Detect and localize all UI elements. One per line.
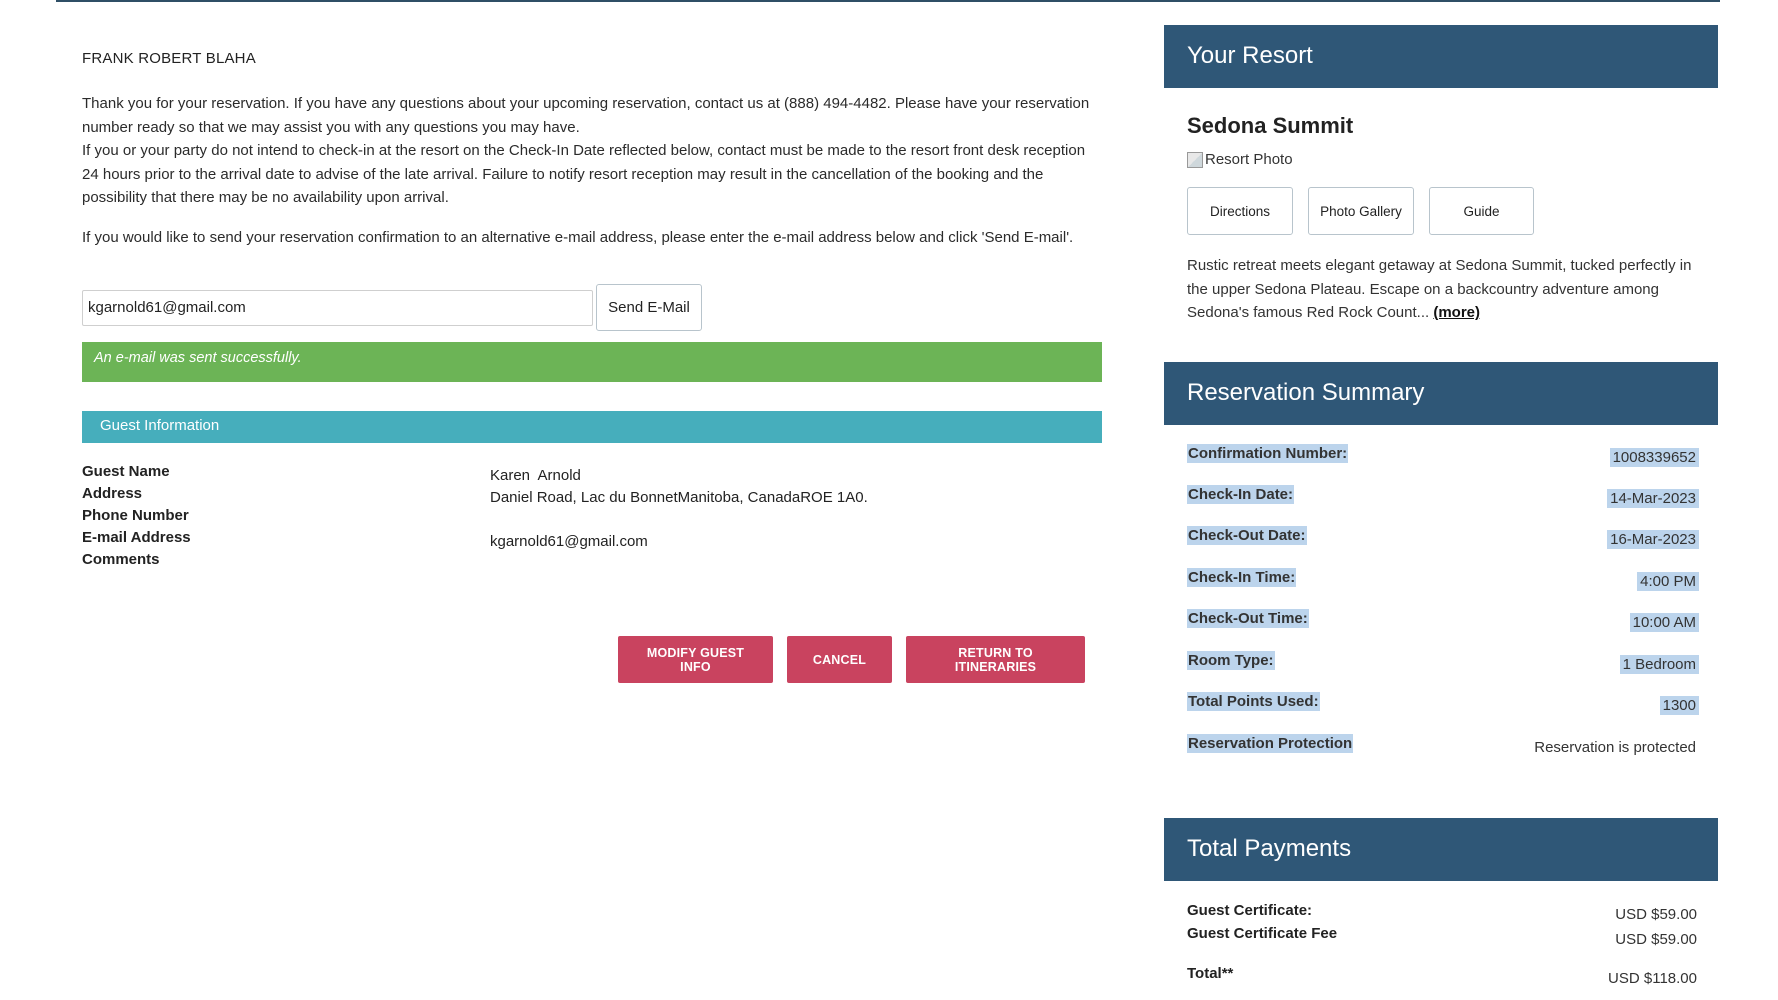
success-message: An e-mail was sent successfully. [82,342,1102,382]
photo-gallery-button[interactable]: Photo Gallery [1308,187,1414,235]
intro-text-2: If you or your party do not intend to check-in at the resort on the Check-In Date reflected below, contact must be made to the resort front desk reception 24 hours prior to the arrival date to advise of the late arrival. Failure to notify resort reception may result in the cancellation of the booking and the possibility that there may be no availability upon arrival. [82,142,1086,206]
resort-photo [1187,151,1718,168]
summary-value: 4:00 PM [1637,572,1699,591]
email-value: kgarnold61@gmail.com [490,533,648,550]
summary-row [1187,526,1699,554]
email-form [82,284,1102,331]
owner-name: FRANK ROBERT BLAHA [82,50,256,67]
comments-label: Comments [82,551,160,568]
email-label: E-mail Address [82,529,191,546]
payment-label: Guest Certificate Fee [1187,925,1338,942]
summary-label: Reservation Protection [1188,734,1353,752]
resort-description [1187,254,1695,325]
summary-label: Check-In Date: [1188,485,1294,503]
guest-actions [618,636,1085,683]
phone-label: Phone Number [82,507,189,524]
sidebar [1164,25,1718,785]
send-email-button[interactable]: Send E-Mail [596,284,702,331]
summary-label: Check-Out Date: [1188,526,1306,544]
directions-button[interactable]: Directions [1187,187,1293,235]
payment-value: USD $59.00 [1615,931,1697,948]
summary-label: Confirmation Number: [1188,444,1348,462]
resort-links [1187,187,1718,235]
summary-label: Room Type: [1188,651,1274,669]
payment-value: USD $59.00 [1615,906,1697,923]
reservation-summary-table [1164,425,1718,785]
summary-row [1187,485,1699,513]
top-divider [56,0,1720,2]
summary-row [1187,692,1699,720]
reservation-confirmation-content [82,50,1102,583]
resort-name: Sedona Summit [1187,113,1354,138]
summary-label: Check-In Time: [1188,568,1296,586]
guest-name-value: Karen Arnold [490,467,581,484]
address-label: Address [82,485,143,502]
intro-text-1: Thank you for your reservation. If you have any questions about your upcoming reservation, contact us at (888) 494-4482. Please have your reservation number ready so that we may assist you with any questions you may have. [82,95,1090,136]
guest-info-table [82,463,1102,583]
total-payments-header: Total Payments [1164,818,1718,881]
guest-info-header: Guest Information [82,411,1102,443]
intro-paragraph [82,92,1102,210]
summary-row [1187,651,1699,679]
summary-label: Total Points Used: [1188,692,1319,710]
broken-image-icon [1187,152,1203,168]
resort-description-text: Rustic retreat meets elegant getaway at Sedona Summit, tucked perfectly in the upper Sedona Plateau. Escape on a backcountry adventure among Sedona's famous Red Rock Count... [1187,257,1692,321]
more-link[interactable]: (more) [1433,304,1480,321]
cancel-button[interactable]: CANCEL [787,636,892,683]
summary-value: 16-Mar-2023 [1607,530,1699,549]
summary-row [1187,609,1699,637]
resort-photo-alt: Resort Photo [1205,151,1293,168]
summary-value: Reservation is protected [1534,738,1696,756]
guest-name-label: Guest Name [82,463,170,480]
summary-value: 1 Bedroom [1620,655,1699,674]
address-value: Daniel Road, Lac du BonnetManitoba, CanadaROE 1A0. [490,489,868,506]
payment-value: USD $118.00 [1608,970,1697,987]
guide-button[interactable]: Guide [1429,187,1534,235]
summary-label: Check-Out Time: [1188,609,1308,627]
payment-label: Total** [1187,965,1234,982]
email-input[interactable] [82,290,593,326]
summary-row [1187,568,1699,596]
your-resort-header: Your Resort [1164,25,1718,88]
summary-row [1187,444,1699,472]
summary-row [1187,734,1699,762]
summary-value: 10:00 AM [1630,613,1699,632]
modify-guest-info-button[interactable]: MODIFY GUEST INFO [618,636,773,683]
email-instructions: If you would like to send your reservation confirmation to an alternative e-mail address, please enter the e-mail address below and click 'Send E-mail'. [82,228,1074,246]
reservation-summary-header: Reservation Summary [1164,362,1718,425]
summary-value: 1008339652 [1610,448,1699,467]
payment-label: Guest Certificate: [1187,902,1313,919]
summary-value: 1300 [1660,696,1699,715]
return-to-itineraries-button[interactable]: RETURN TO ITINERARIES [906,636,1085,683]
summary-value: 14-Mar-2023 [1607,489,1699,508]
